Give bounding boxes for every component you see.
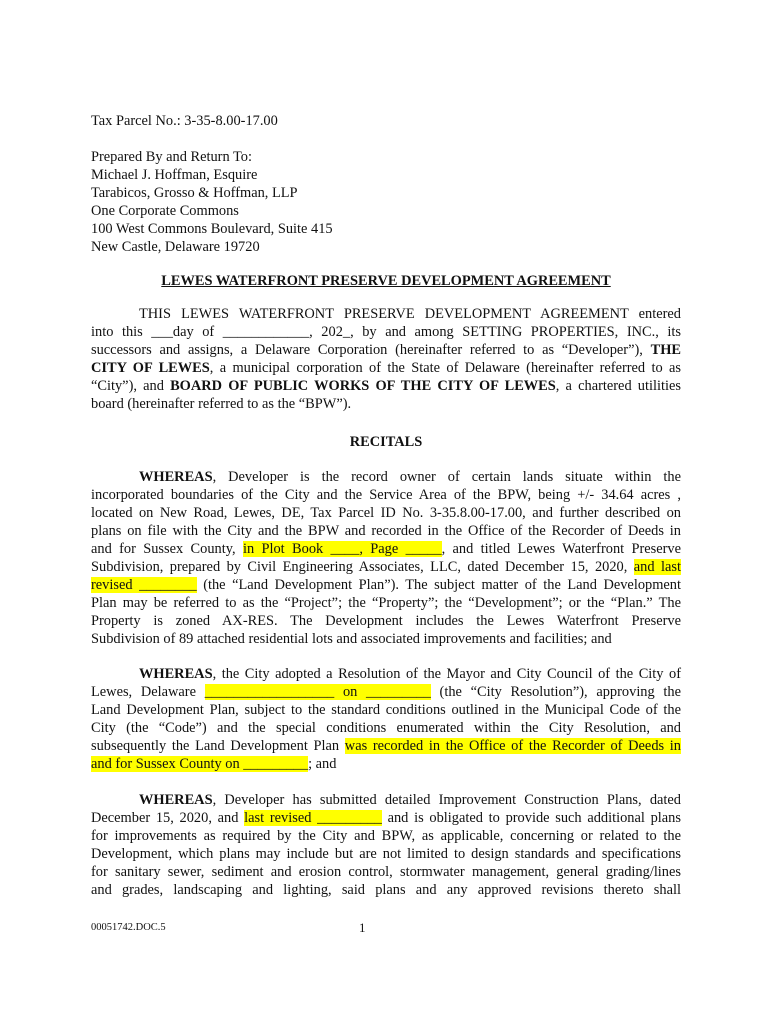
- whereas-line: Property is zoned AX-RES. The Development includes the Lewes Waterfront Preserve: [91, 613, 681, 629]
- address-line-1: One Corporate Commons: [91, 203, 239, 219]
- whereas-line: Lewes, Delaware __________________ on _________ (the “City Resolution”), approving the: [91, 684, 681, 700]
- whereas-line: Plan may be referred to as the “Project”; the “Property”; the “Development”; or the “Plan.” The: [91, 595, 681, 611]
- highlight: and last: [633, 559, 681, 575]
- whereas-line: for sanitary sewer, sediment and erosion control, stormwater management, general grading/lines: [91, 864, 681, 880]
- highlight: __________________ on _________: [204, 684, 431, 700]
- whereas-line: incorporated boundaries of the City and the Service Area of the BPW, being +/- 34.64 acres ,: [91, 487, 681, 503]
- whereas-line: Development, which plans may include but are not limited to design standards and specifications: [91, 846, 681, 862]
- whereas-line: December 15, 2020, and last revised _________ and is obligated to provide such additional plans: [91, 810, 681, 826]
- agreement-title: LEWES WATERFRONT PRESERVE DEVELOPMENT AGREEMENT: [161, 273, 611, 289]
- whereas-paragraph-1: [91, 468, 681, 648]
- tax-parcel: Tax Parcel No.: 3-35-8.00-17.00: [91, 113, 278, 129]
- whereas-line: revised ________ (the “Land Development Plan”). The subject matter of the Land Development: [91, 577, 681, 593]
- whereas-line: subsequently the Land Development Plan was recorded in the Office of the Recorder of Deeds in: [91, 738, 681, 754]
- whereas-paragraph-3: [91, 791, 681, 899]
- intro-line: “City”), and BOARD OF PUBLIC WORKS OF THE CITY OF LEWES, a chartered utilities: [91, 378, 681, 394]
- intro-line: successors and assigns, a Delaware Corporation (hereinafter referred to as “Developer”), THE: [91, 342, 681, 358]
- whereas-line: Subdivision, prepared by Civil Engineering Associates, LLC, dated December 15, 2020, and last: [91, 559, 681, 575]
- intro-paragraph: [91, 305, 681, 413]
- prepared-by-label: Prepared By and Return To:: [91, 149, 252, 165]
- document-id: 00051742.DOC.5: [91, 922, 166, 933]
- whereas-line: located on New Road, Lewes, DE, Tax Parcel ID No. 3-35.8.00-17.00, and further described on: [91, 505, 681, 521]
- whereas-line: WHEREAS, Developer is the record owner of certain lands situate within the: [139, 469, 681, 485]
- whereas-line: Subdivision of 89 attached residential lots and associated improvements and facilities; and: [91, 631, 612, 647]
- intro-line: CITY OF LEWES, a municipal corporation of the State of Delaware (hereinafter referred to as: [91, 360, 681, 376]
- whereas-line: WHEREAS, the City adopted a Resolution of the Mayor and City Council of the City of: [139, 666, 681, 682]
- highlight: in Plot Book ____, Page _____: [242, 541, 442, 557]
- whereas-line: for improvements as required by the City and BPW, as applicable, concerning or related to the: [91, 828, 681, 844]
- whereas-line: plans on file with the City and the BPW and recorded in the Office of the Recorder of Deeds in: [91, 523, 681, 539]
- recitals-heading: RECITALS: [349, 434, 423, 450]
- law-firm: Tarabicos, Grosso & Hoffman, LLP: [91, 185, 298, 201]
- highlight: was recorded in the Office of the Recorder of Deeds in: [344, 738, 681, 754]
- address-line-2: 100 West Commons Boulevard, Suite 415: [91, 221, 333, 237]
- whereas-line: and for Sussex County, in Plot Book ____, Page _____, and titled Lewes Waterfront Preserve: [91, 541, 682, 557]
- header-block: [91, 112, 681, 256]
- intro-line: into this ___day of ____________, 202_, by and among SETTING PROPERTIES, INC., its: [91, 324, 681, 340]
- highlight: last revised _________: [244, 810, 382, 826]
- intro-line: board (hereinafter referred to as the “BPW”).: [91, 396, 352, 412]
- whereas-paragraph-2: [91, 665, 681, 773]
- whereas-line: Land Development Plan, subject to the standard conditions outlined in the Municipal Code of the: [91, 702, 681, 718]
- page-number: 1: [359, 920, 366, 935]
- highlight: revised ________: [91, 577, 197, 593]
- whereas-line: and for Sussex County on _________; and: [91, 756, 337, 772]
- whereas-line: and grades, landscaping and lighting, said plans and any approved revisions thereto shall: [91, 882, 681, 898]
- whereas-line: City (the “Code”) and the special conditions enumerated within the City Resolution, and: [91, 720, 681, 736]
- highlight: and for Sussex County on _________: [91, 756, 309, 772]
- address-line-3: New Castle, Delaware 19720: [91, 239, 260, 255]
- intro-line: THIS LEWES WATERFRONT PRESERVE DEVELOPMENT AGREEMENT entered: [139, 306, 681, 322]
- whereas-line: WHEREAS, Developer has submitted detailed Improvement Construction Plans, dated: [139, 792, 681, 808]
- attorney-name: Michael J. Hoffman, Esquire: [91, 167, 258, 183]
